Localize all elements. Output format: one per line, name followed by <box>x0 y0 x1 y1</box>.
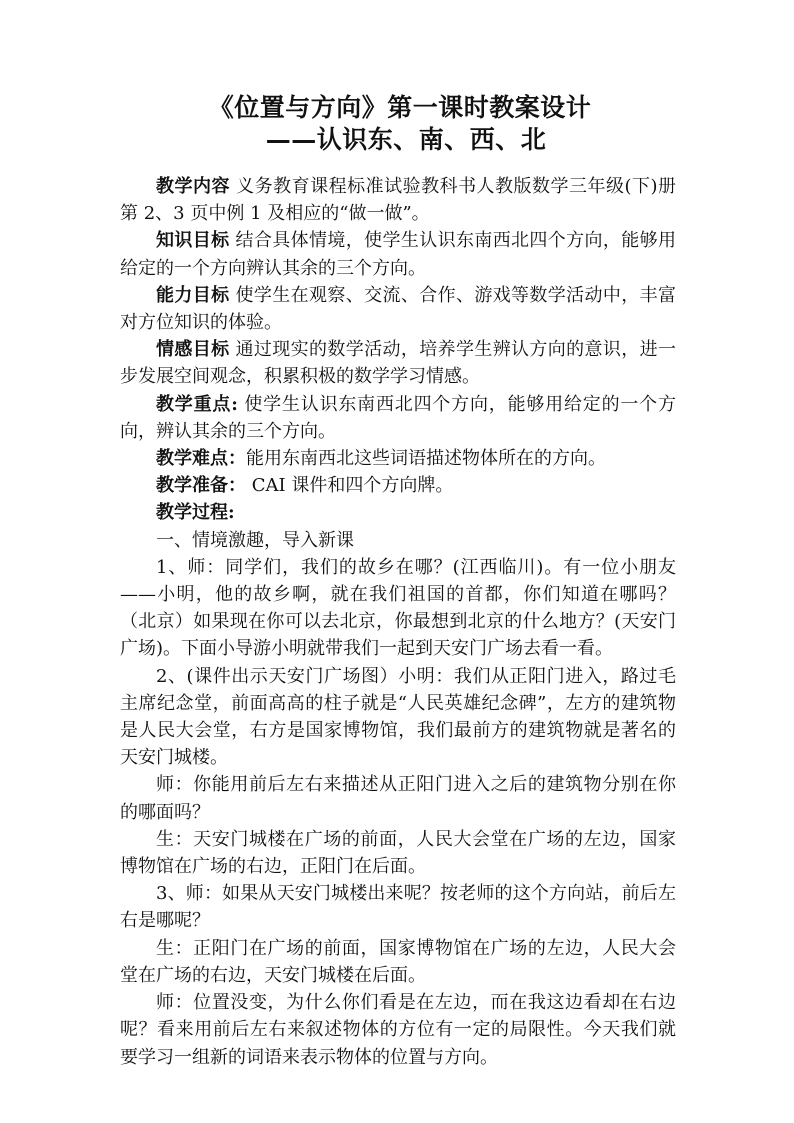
process-label: 教学过程: <box>156 502 235 524</box>
teaching-content-text: 义务教育课程标准试验教科书人教版数学三年级(下)册第 2、3 页中例 1 及相应的“做一做”。 <box>120 176 677 225</box>
knowledge-goal-text: 结合具体情境，使学生认识东南西北四个方向，能够用给定的一个方向辨认其余的三个方向。 <box>120 230 676 279</box>
teaching-content-paragraph <box>120 173 676 227</box>
process-step-1: 1、师：同学们，我们的故乡在哪？(江西临川)。有一位小朋友——小明，他的故乡啊，就在我们祖国的首都，你们知道在哪吗？（北京）如果现在你可以去北京，你最想到北京的什么地方？(天安门广场)。下面小导游小明就带我们一起到天安门广场去看一看。 <box>120 556 676 660</box>
student-answer-1: 生：天安门城楼在广场的前面，人民大会堂在广场的左边，国家博物馆在广场的右边，正阳门在后面。 <box>120 828 676 878</box>
process-paragraph <box>120 499 676 526</box>
document-body <box>120 173 676 1071</box>
emotion-goal-paragraph <box>120 336 676 390</box>
key-point-label: 教学重点: <box>156 393 238 415</box>
process-step-3: 3、师：如果从天安门城楼出来呢？按老师的这个方向站，前后左右是哪呢？ <box>120 883 676 932</box>
knowledge-goal-paragraph <box>120 227 676 281</box>
emotion-goal-label: 情感目标 <box>156 339 230 361</box>
key-point-paragraph <box>120 391 676 445</box>
knowledge-goal-label: 知识目标 <box>156 230 230 252</box>
document-subtitle: ——认识东、南、西、北 <box>265 125 547 154</box>
preparation-text: CAI 课件和四个方向牌。 <box>246 475 454 497</box>
difficulty-text: 能用东南西北这些词语描述物体所在的方向。 <box>246 448 606 470</box>
difficulty-label: 教学难点： <box>156 448 246 470</box>
student-answer-2: 生：正阳门在广场的前面，国家博物馆在广场的左边，人民大会堂在广场的右边，天安门城楼在后面。 <box>120 937 676 986</box>
process-step-2: 2、(课件出示天安门广场图）小明：我们从正阳门进入，路过毛主席纪念堂，前面高高的柱子就是“人民英雄纪念碑”，左方的建筑物是人民大会堂，右方是国家博物馆，我们最前方的建筑物就是著名的天安门城楼。 <box>120 665 676 769</box>
teacher-question-1: 师：你能用前后左右来描述从正阳门进入之后的建筑物分别在你的哪面吗？ <box>120 774 676 823</box>
difficulty-paragraph <box>120 445 676 472</box>
key-point-text: 使学生认识东南西北四个方向，能够用给定的一个方向，辨认其余的三个方向。 <box>120 393 676 442</box>
preparation-paragraph <box>120 472 676 499</box>
teaching-content-label: 教学内容 <box>156 176 230 197</box>
process-section-heading: 一、情境激趣，导入新课 <box>156 529 354 551</box>
ability-goal-text: 使学生在观察、交流、合作、游戏等数学活动中，丰富对方位知识的体验。 <box>120 284 676 334</box>
preparation-label: 教学准备： <box>156 475 246 497</box>
ability-goal-paragraph <box>120 282 676 336</box>
teacher-summary: 师：位置没变，为什么你们看是在左边，而在我这边看却在右边呢？看来用前后左右来叙述物体的方位有一定的局限性。今天我们就要学习一组新的词语来表示物体的位置与方向。 <box>120 992 676 1068</box>
document-title: 《位置与方向》第一课时教案设计 <box>208 93 592 122</box>
emotion-goal-text: 通过现实的数学活动，培养学生辨认方向的意识，进一步发展空间观念，积累积极的数学学习情感。 <box>120 339 676 388</box>
ability-goal-label: 能力目标 <box>156 284 230 306</box>
